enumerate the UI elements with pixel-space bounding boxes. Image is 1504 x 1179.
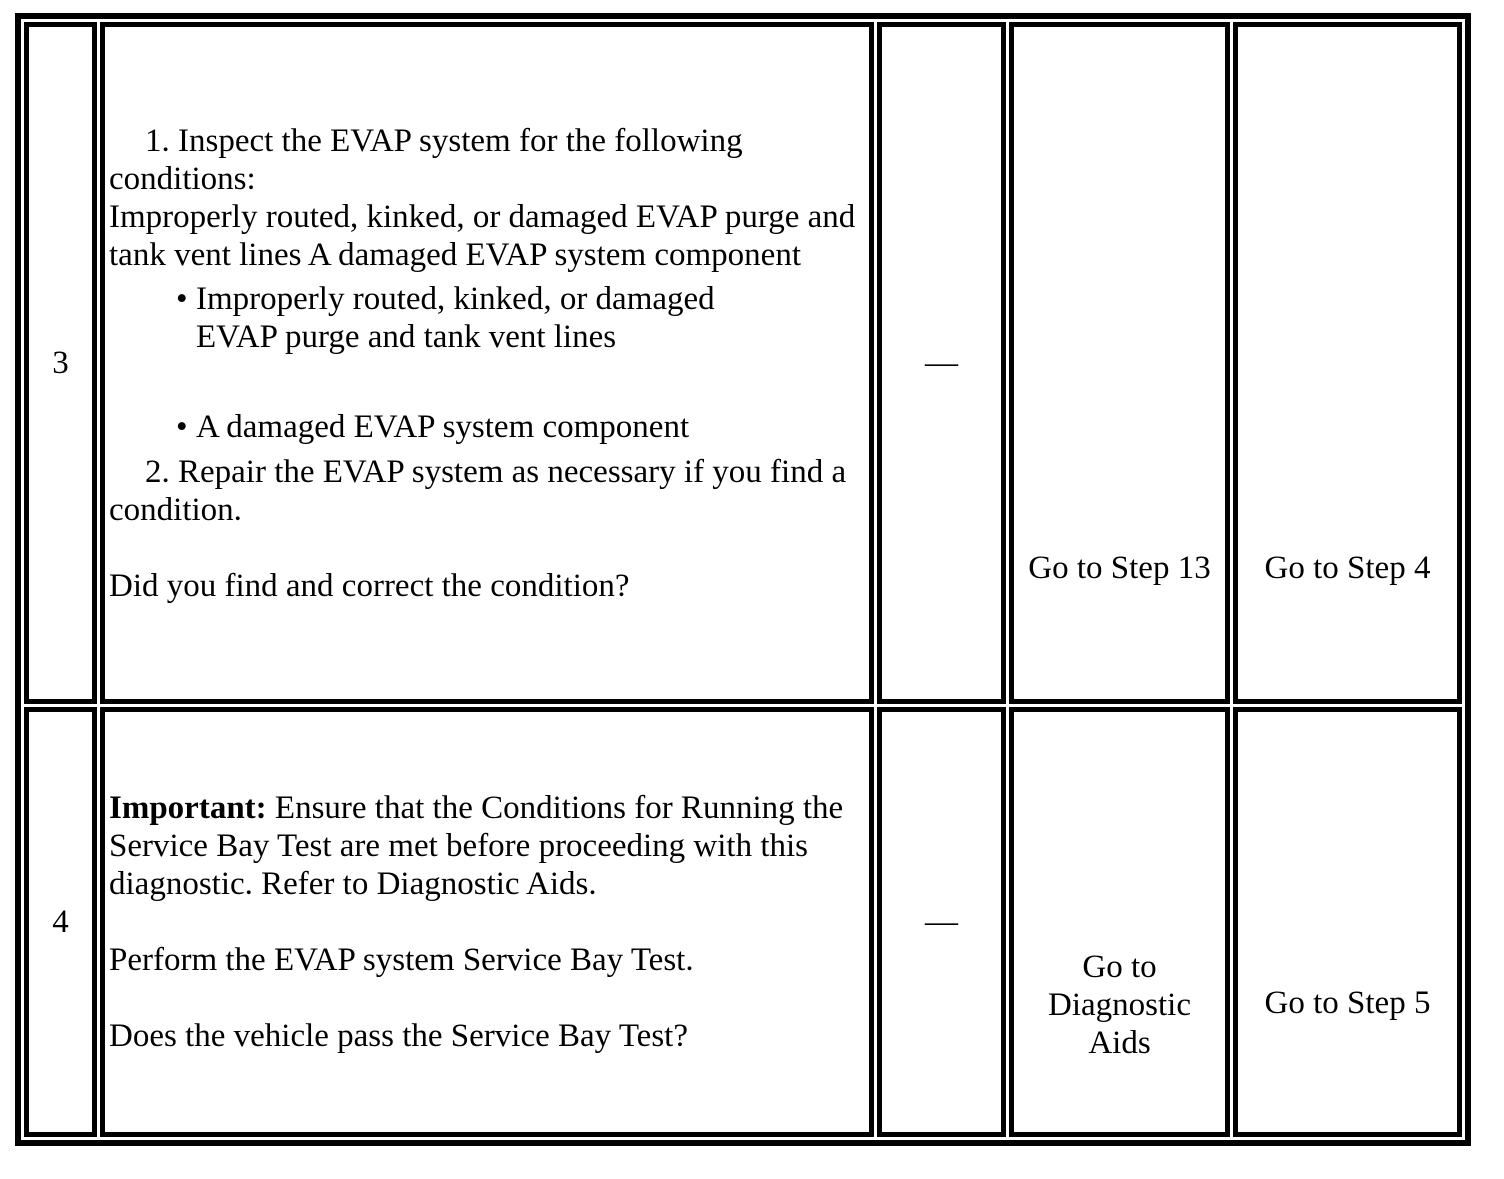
conditions-list xyxy=(109,280,861,446)
important-label: Important: xyxy=(109,790,267,826)
yes-result-cell: Go to Diagnostic Aids xyxy=(1009,707,1230,1137)
value-cell: — xyxy=(877,707,1006,1137)
action-instruction: Perform the EVAP system Service Bay Test. xyxy=(109,942,694,978)
value-cell: — xyxy=(877,22,1006,704)
action-content xyxy=(109,122,861,605)
action-important-note xyxy=(109,789,861,903)
table-row-step-3 xyxy=(24,22,1462,704)
action-cell xyxy=(100,22,874,704)
yes-result-cell: Go to Step 13 xyxy=(1009,22,1230,704)
action-question: Did you find and correct the condition? xyxy=(109,567,630,604)
diagnostic-table xyxy=(15,13,1471,1146)
action-question: Does the vehicle pass the Service Bay Test? xyxy=(109,1018,688,1054)
important-text: Ensure that the Conditions for Running the Service Bay Test are met before proceeding with this diagnostic. Refer to Diagnostic Aids. xyxy=(109,790,844,902)
list-item: • A damaged EVAP system component xyxy=(196,408,796,446)
action-conditions-text: Improperly routed, kinked, or damaged EVAP purge and tank vent lines A damaged EVAP system component xyxy=(109,198,856,273)
step-number-cell: 3 xyxy=(24,22,97,704)
action-instruction-2: 2. Repair the EVAP system as necessary if you find a condition. xyxy=(109,453,847,528)
action-content xyxy=(109,789,861,1055)
list-item: • Improperly routed, kinked, or damaged EVAP purge and tank vent lines xyxy=(196,280,796,356)
step-number-cell: 4 xyxy=(24,707,97,1137)
table-row-step-4 xyxy=(24,707,1462,1137)
action-instruction-1: 1. Inspect the EVAP system for the following conditions: xyxy=(109,122,743,197)
action-cell xyxy=(100,707,874,1137)
no-result-cell: Go to Step 5 xyxy=(1233,707,1462,1137)
no-result-cell: Go to Step 4 xyxy=(1233,22,1462,704)
